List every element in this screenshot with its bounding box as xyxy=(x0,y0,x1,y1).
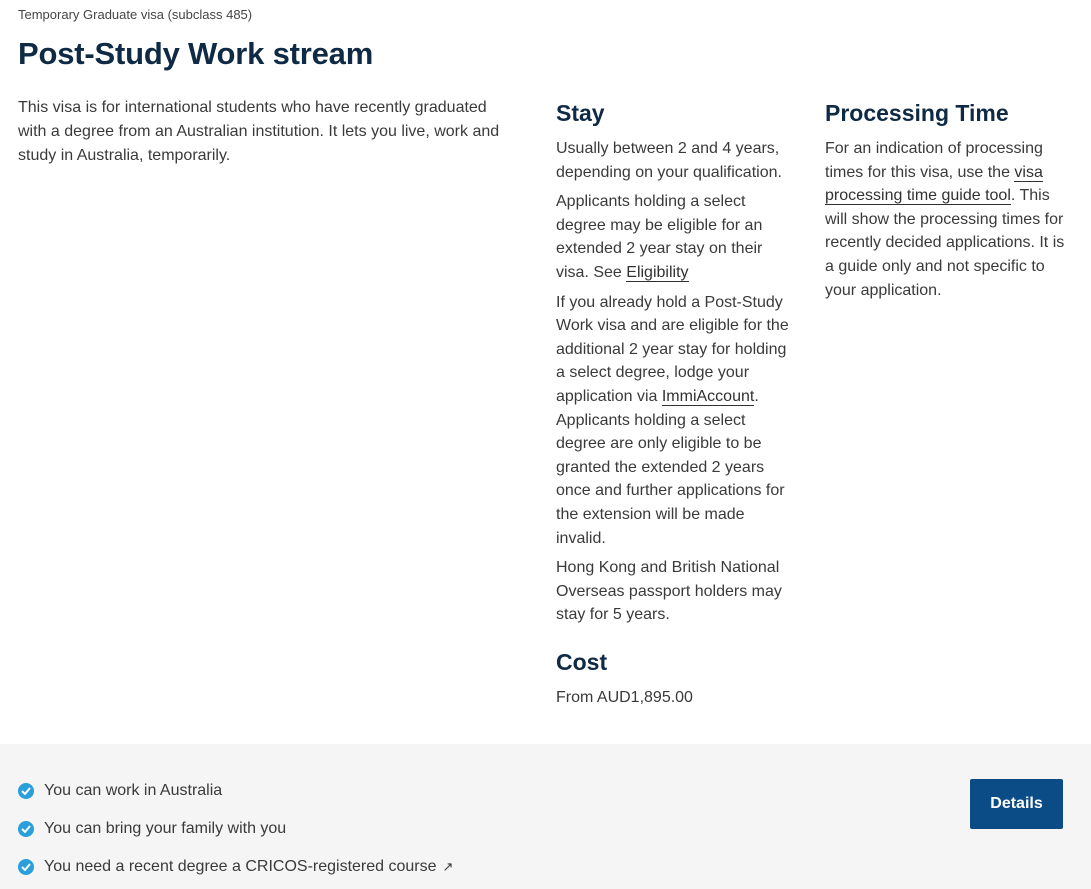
cost-value: From AUD1,895.00 xyxy=(556,688,693,706)
visa-subclass-label: Temporary Graduate visa (subclass 485) xyxy=(18,7,253,22)
check-circle-icon xyxy=(18,783,34,799)
feature-item-degree xyxy=(18,858,453,876)
check-circle-icon xyxy=(18,821,34,837)
processing-text: For an indication of processing times for this visa, use the visa processing time guide tool. This will show the processing times for recently decided applications. It is a guide only and not specific to your application. xyxy=(825,140,1065,299)
immiaccount-link[interactable]: ImmiAccount xyxy=(661,387,755,405)
page-title: Post-Study Work stream xyxy=(18,36,374,71)
stay-section xyxy=(556,96,796,715)
external-link-icon[interactable]: ↗ xyxy=(442,859,454,874)
processing-time-guide-link[interactable]: visa processing time guide tool xyxy=(825,163,1043,205)
feature-label: You need a recent degree a CRICOS-registered course xyxy=(44,858,437,875)
details-button[interactable]: Details xyxy=(970,779,1063,829)
processing-heading: Processing Time xyxy=(825,100,1009,126)
eligibility-link[interactable]: Eligibility xyxy=(626,263,689,281)
stay-duration: Usually between 2 and 4 years, depending on your qualification. xyxy=(556,140,782,181)
stay-existing-holders: If you already hold a Post-Study Work visa and are eligible for the additional 2 year stay for holding a select degree, lodge your application via ImmiAccount. Applicants holding a select degree are only eligible to be granted the extended 2 years once and further applications for the extension will be made invalid. xyxy=(556,293,789,547)
stay-hong-kong: Hong Kong and British National Overseas passport holders may stay for 5 years. xyxy=(556,559,782,624)
check-circle-icon xyxy=(18,859,34,875)
stay-select-degree: Applicants holding a select degree may be eligible for an extended 2 year stay on their visa. See Eligibility xyxy=(556,193,763,281)
feature-label: You can bring your family with you xyxy=(44,820,287,837)
feature-item-work xyxy=(18,782,222,800)
feature-label: You can work in Australia xyxy=(44,782,223,799)
feature-item-family xyxy=(18,820,286,838)
processing-section xyxy=(825,96,1075,308)
cost-heading: Cost xyxy=(556,648,608,675)
stay-heading: Stay xyxy=(556,100,605,126)
visa-intro: This visa is for international students who have recently graduated with a degree from an Australian institution. It lets you live, work and study in Australia, temporarily. xyxy=(18,99,500,164)
